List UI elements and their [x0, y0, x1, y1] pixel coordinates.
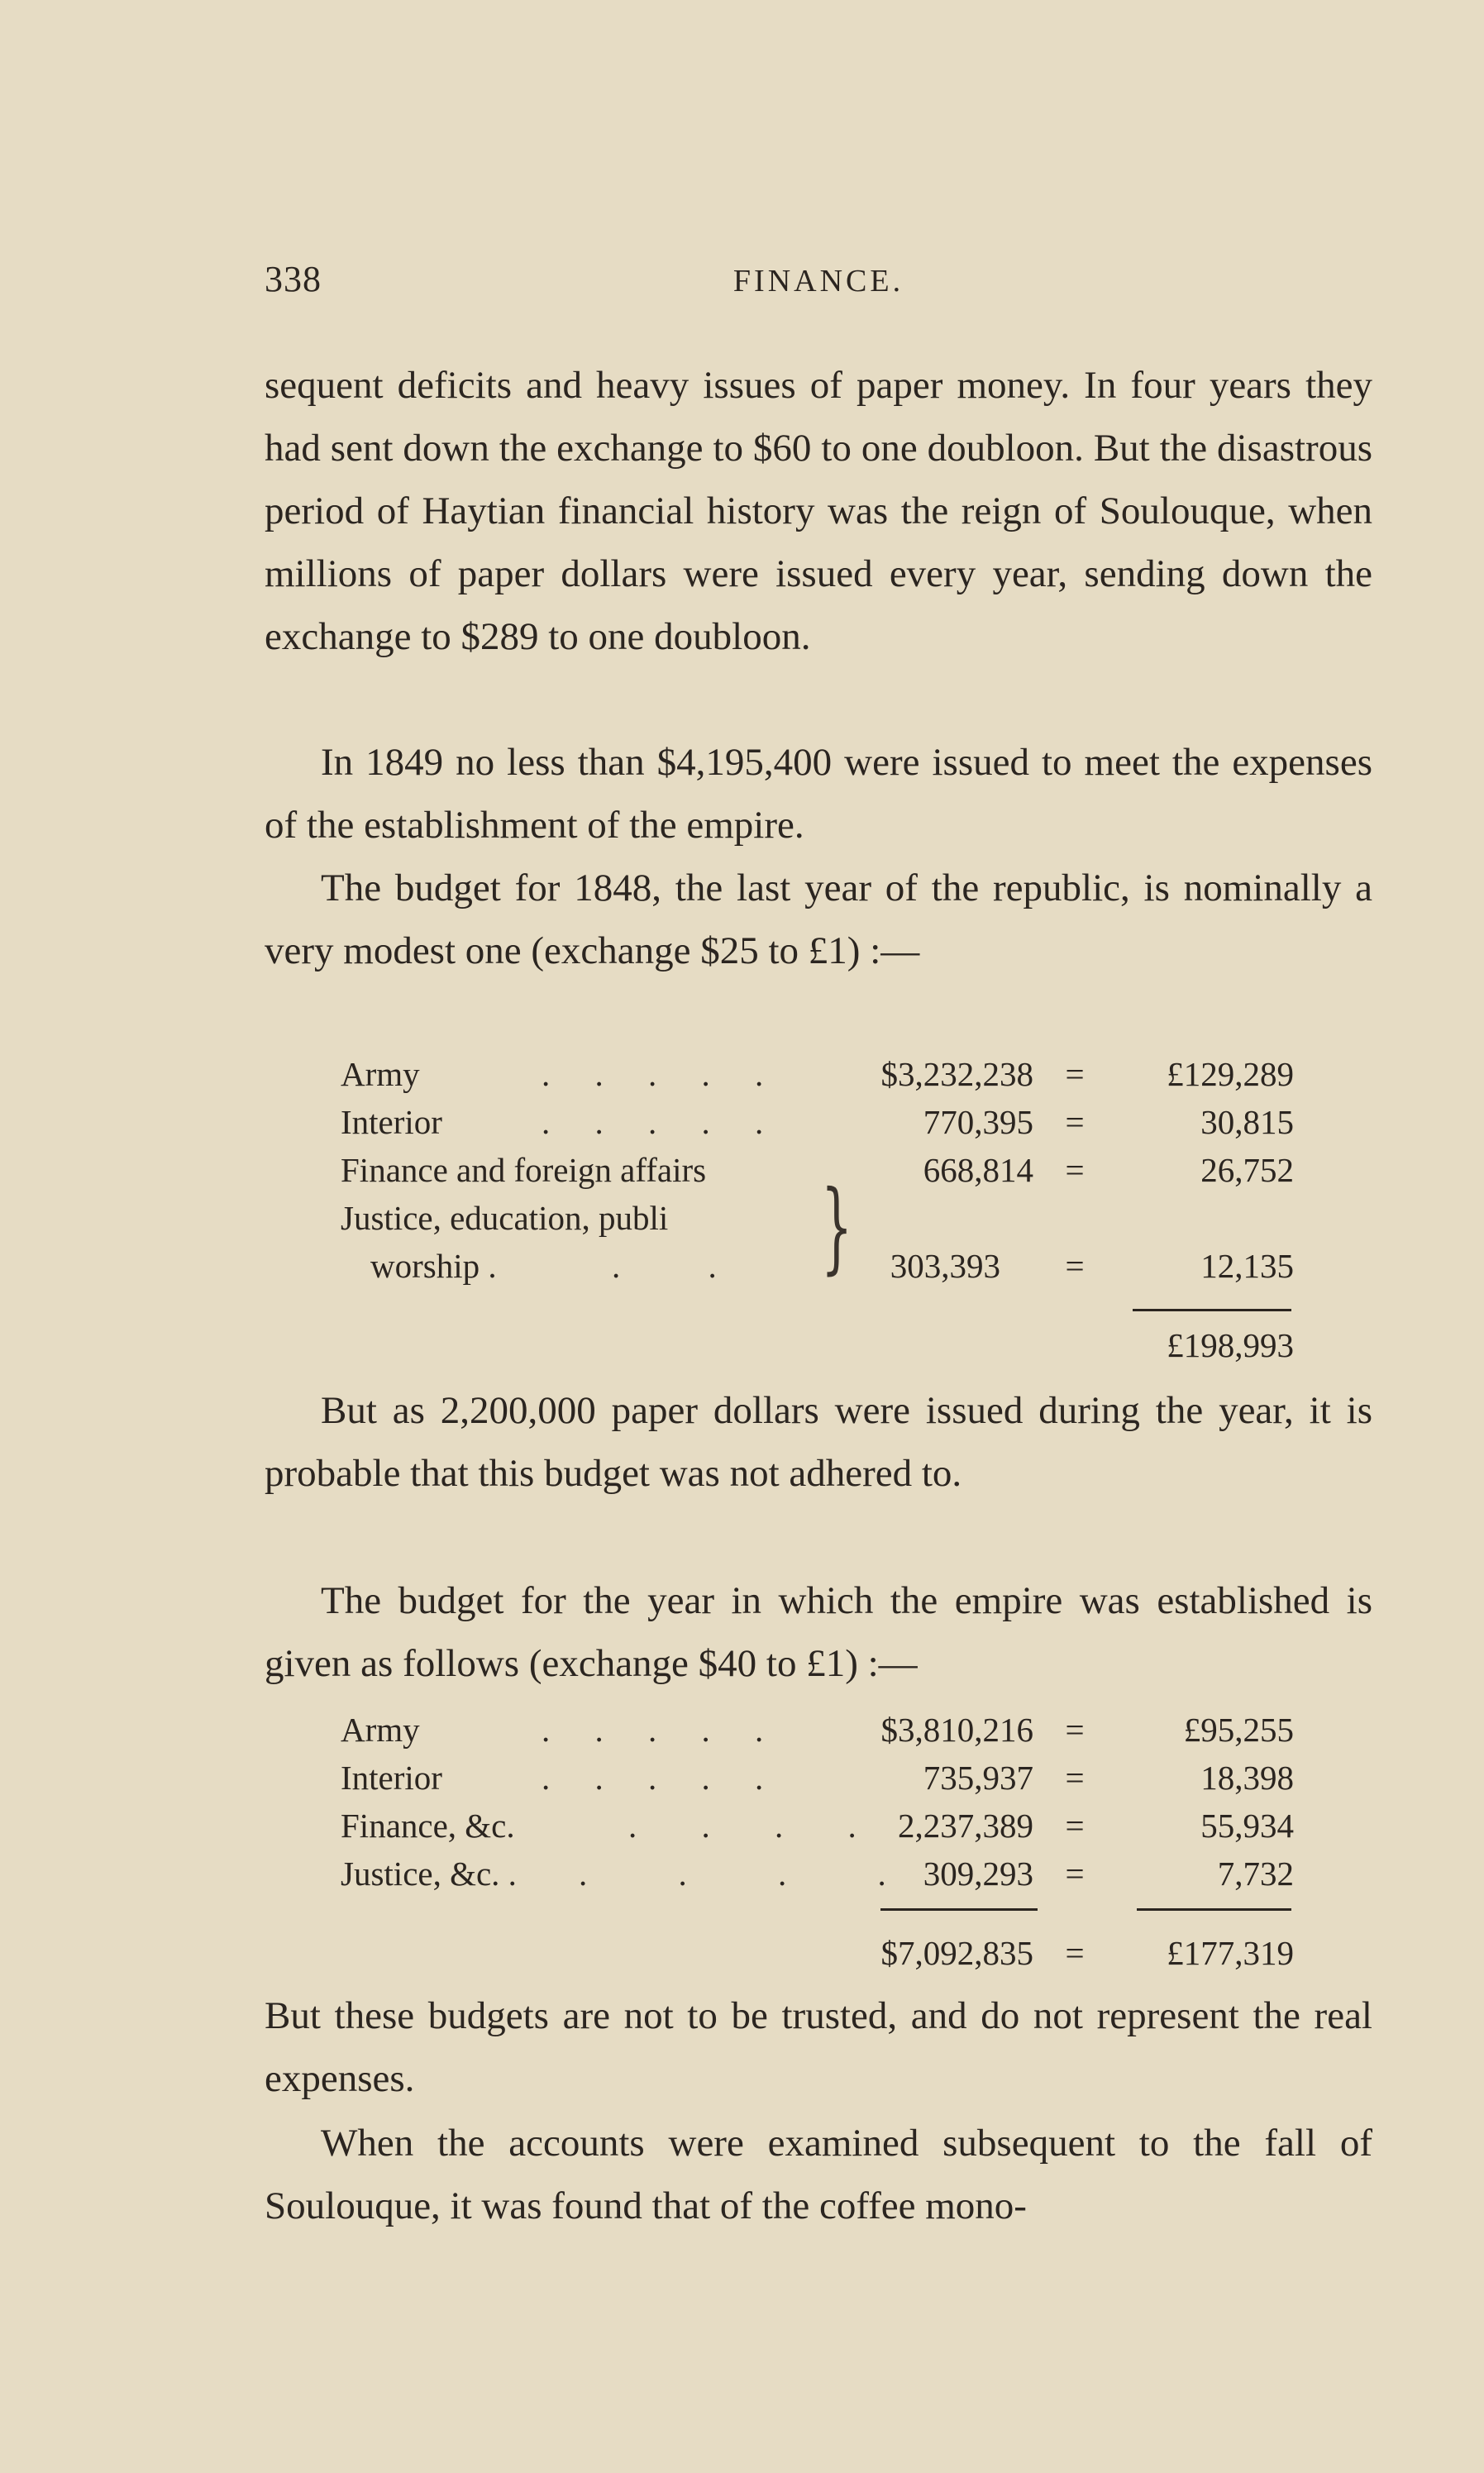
equals-sign: =: [1065, 1934, 1085, 1972]
row-label: Finance, &c.: [341, 1807, 515, 1845]
pound-amount: £95,255: [1183, 1711, 1294, 1749]
paragraph-2: In 1849 no less than $4,195,400 were issued to meet the expenses of the establishment of the empire.: [265, 741, 1372, 847]
leader-dots: . . . . .: [542, 1711, 782, 1749]
running-head: [265, 258, 1372, 308]
dollar-amount: 668,814: [923, 1151, 1033, 1189]
paragraph-3: The budget for 1848, the last year of the republic, is nominally a very modest one (exchange $25 to £1) :—: [265, 867, 1372, 972]
total-pound-amount: £198,993: [1167, 1326, 1294, 1364]
total-dollar-amount: $7,092,835: [880, 1934, 1033, 1972]
row-label: Interior: [341, 1103, 442, 1141]
row-label: Interior: [341, 1759, 442, 1797]
page-number: 338: [265, 259, 322, 299]
row-label: Finance and foreign affairs: [341, 1151, 707, 1189]
table-row: [0, 1054, 1484, 1104]
sum-rule: [1133, 1309, 1291, 1311]
table-row: [0, 1198, 1484, 1248]
pound-amount: 18,398: [1200, 1759, 1294, 1797]
dollar-amount: $3,810,216: [880, 1711, 1033, 1749]
equals-sign: =: [1065, 1711, 1085, 1749]
dollar-amount: 2,237,389: [898, 1807, 1033, 1845]
running-title: FINANCE.: [732, 264, 904, 298]
table-row: [0, 1854, 1484, 1903]
leader-dots: . . . .: [628, 1807, 885, 1845]
row-label: Justice, education, publi: [341, 1199, 669, 1237]
dollar-amount: 770,395: [923, 1103, 1033, 1141]
pound-amount: 12,135: [1200, 1247, 1294, 1285]
table-row: [0, 1102, 1484, 1152]
leader-dots: . . . . .: [542, 1759, 782, 1797]
equals-sign: =: [1065, 1759, 1085, 1797]
leader-dots: . . . . .: [542, 1055, 782, 1093]
table-row: [0, 1710, 1484, 1759]
pound-amount: 55,934: [1200, 1807, 1294, 1845]
total-row: [0, 1325, 1484, 1375]
curly-brace-icon: }: [821, 1170, 853, 1285]
equals-sign: =: [1065, 1247, 1085, 1285]
leader-dots: . . . .: [579, 1855, 928, 1893]
row-label: worship .: [370, 1247, 497, 1285]
sum-rule: [1137, 1908, 1291, 1911]
paragraph-5: The budget for the year in which the empire was established is given as follows (exchange $40 to £1) :—: [265, 1579, 1372, 1685]
leader-dots: . .: [612, 1247, 756, 1285]
leader-dots: . . . . .: [542, 1103, 782, 1141]
paragraph-6: But these budgets are not to be trusted, and do not represent the real expenses.: [265, 1994, 1372, 2100]
row-label: Army: [341, 1711, 420, 1749]
dollar-amount: 735,937: [923, 1759, 1033, 1797]
row-label: Army: [341, 1055, 420, 1093]
total-pound-amount: £177,319: [1167, 1934, 1294, 1972]
equals-sign: =: [1065, 1055, 1085, 1093]
dollar-amount: 309,293: [923, 1855, 1033, 1893]
paragraph-1: sequent deficits and heavy issues of paper money. In four years they had sent down the exchange to $60 to one doubloon. But the disastrous period of Haytian financial history was the reign of Soulouque, when millions of paper dollars were issued every year, sending down the exchange to $289 to one doubloon.: [265, 364, 1372, 658]
paragraph-4: But as 2,200,000 paper dollars were issued during the year, it is probable that this budget was not adhered to.: [265, 1389, 1372, 1495]
pound-amount: 7,732: [1217, 1855, 1294, 1893]
table-row: [0, 1150, 1484, 1200]
dollar-amount: 303,393: [890, 1247, 1000, 1285]
pound-amount: 30,815: [1200, 1103, 1294, 1141]
equals-sign: =: [1065, 1151, 1085, 1189]
pound-amount: £129,289: [1167, 1055, 1294, 1093]
equals-sign: =: [1065, 1103, 1085, 1141]
paragraph-7: When the accounts were examined subsequent to the fall of Soulouque, it was found that of the coffee mono-: [265, 2122, 1372, 2227]
table-row: [0, 1758, 1484, 1807]
dollar-amount: $3,232,238: [880, 1055, 1033, 1093]
table-row: [0, 1246, 1484, 1296]
pound-amount: 26,752: [1200, 1151, 1294, 1189]
row-label: Justice, &c. .: [341, 1855, 517, 1893]
table-row: [0, 1806, 1484, 1855]
equals-sign: =: [1065, 1855, 1085, 1893]
sum-rule: [880, 1908, 1038, 1911]
equals-sign: =: [1065, 1807, 1085, 1845]
total-row: [0, 1933, 1484, 1983]
